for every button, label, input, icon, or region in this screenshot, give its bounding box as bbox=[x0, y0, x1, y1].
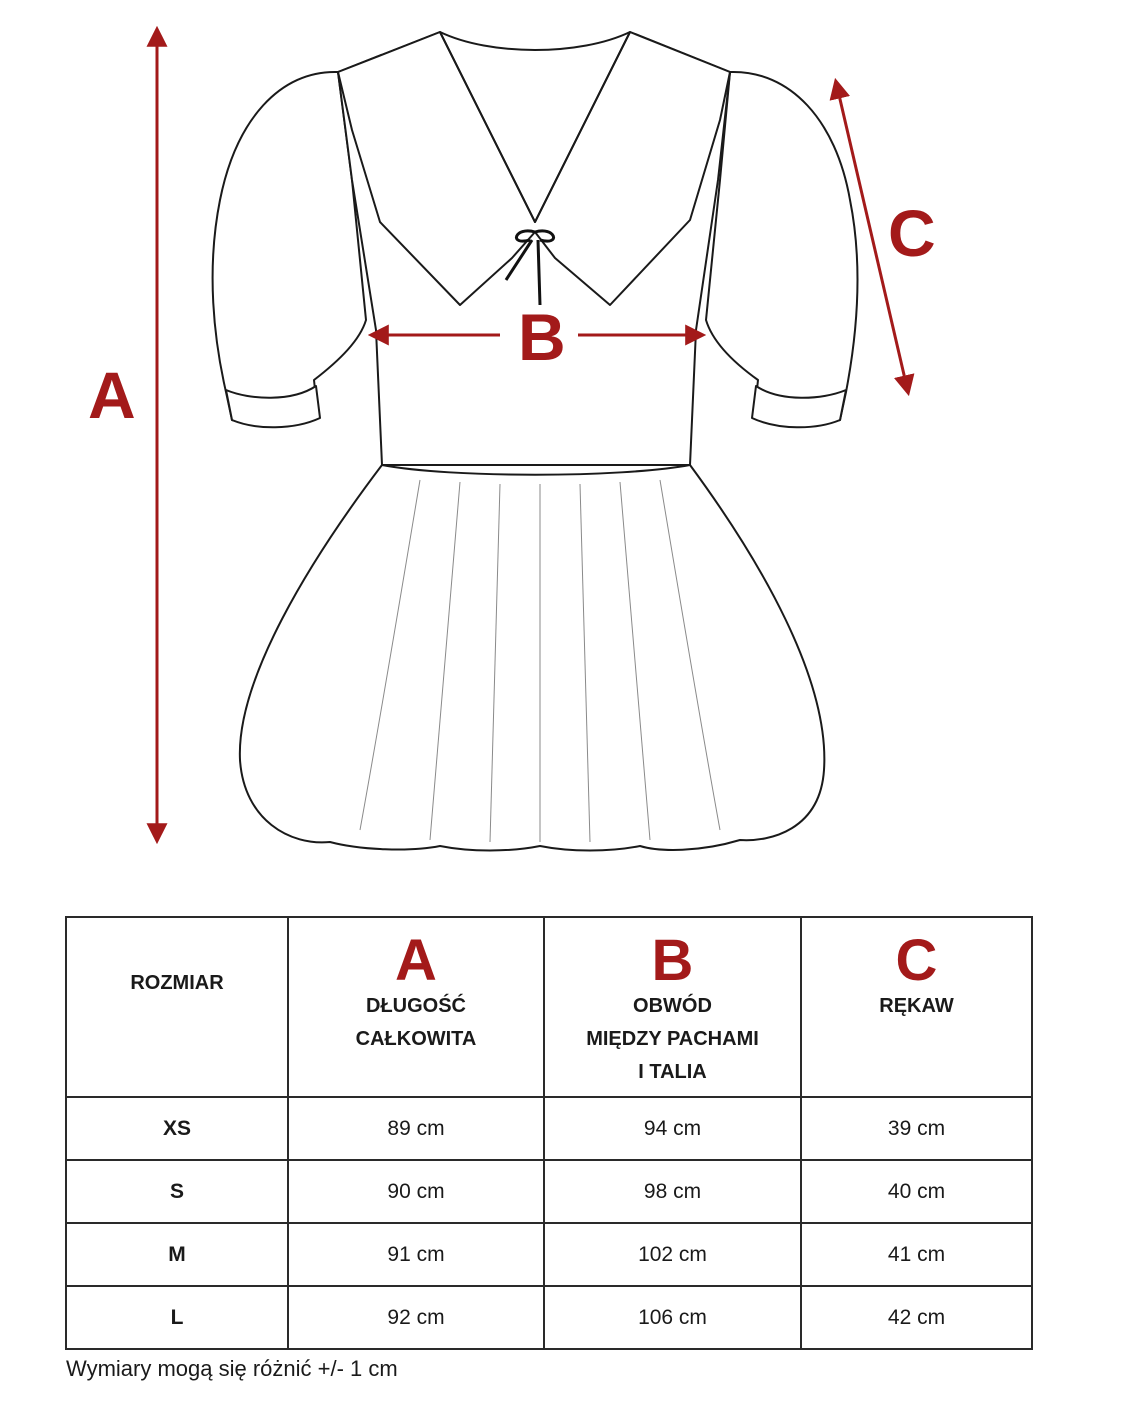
right-sleeve bbox=[706, 72, 858, 426]
dimension-c-label: C bbox=[888, 196, 936, 270]
chest-cell: 102 cm bbox=[544, 1223, 801, 1286]
size-cell: M bbox=[66, 1223, 288, 1286]
table-row bbox=[66, 1097, 1032, 1160]
header-c-name: RĘKAW bbox=[879, 995, 954, 1017]
header-size bbox=[66, 917, 288, 1097]
skirt bbox=[240, 465, 825, 851]
length-cell: 89 cm bbox=[288, 1097, 544, 1160]
header-size-label: ROZMIAR bbox=[130, 972, 224, 994]
dimension-a-label: A bbox=[88, 358, 136, 432]
sleeve-cell: 40 cm bbox=[801, 1160, 1032, 1223]
size-table bbox=[65, 916, 1033, 1350]
header-a bbox=[288, 917, 544, 1097]
sleeve-cell: 39 cm bbox=[801, 1097, 1032, 1160]
chest-cell: 94 cm bbox=[544, 1097, 801, 1160]
dress-drawing bbox=[213, 32, 858, 851]
chest-cell: 106 cm bbox=[544, 1286, 801, 1349]
header-b-name: OBWÓD MIĘDZY PACHAMI I TALIA bbox=[586, 995, 759, 1083]
dimension-b-label: B bbox=[518, 300, 566, 374]
table-row bbox=[66, 1160, 1032, 1223]
header-c bbox=[801, 917, 1032, 1097]
header-b-letter: B bbox=[651, 928, 694, 993]
length-cell: 91 cm bbox=[288, 1223, 544, 1286]
header-c-letter: C bbox=[895, 928, 938, 993]
header-a-letter: A bbox=[395, 928, 437, 993]
length-cell: 90 cm bbox=[288, 1160, 544, 1223]
size-cell: L bbox=[66, 1286, 288, 1349]
table-row bbox=[66, 1223, 1032, 1286]
table-row bbox=[66, 1286, 1032, 1349]
header-a-name: DŁUGOŚĆ CAŁKOWITA bbox=[355, 995, 477, 1050]
left-sleeve bbox=[213, 72, 366, 426]
sleeve-cell: 42 cm bbox=[801, 1286, 1032, 1349]
tolerance-note: Wymiary mogą się różnić +/- 1 cm bbox=[66, 1356, 398, 1381]
size-cell: S bbox=[66, 1160, 288, 1223]
table-header-row bbox=[66, 917, 1032, 1097]
size-cell: XS bbox=[66, 1097, 288, 1160]
chest-cell: 98 cm bbox=[544, 1160, 801, 1223]
sleeve-cell: 41 cm bbox=[801, 1223, 1032, 1286]
length-cell: 92 cm bbox=[288, 1286, 544, 1349]
header-b bbox=[544, 917, 801, 1097]
